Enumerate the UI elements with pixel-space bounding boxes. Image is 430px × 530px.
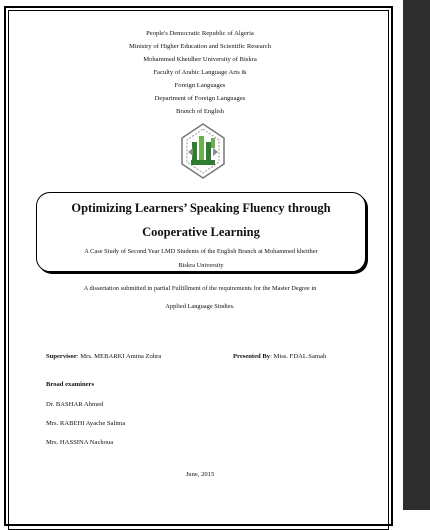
presented-by-name: : Miss. FDAL Samah — [270, 353, 327, 360]
header-line-university: Mohammed Kheidher University of Biskra — [143, 56, 257, 63]
supervisor-line — [46, 353, 161, 360]
thesis-subtitle-line2: Biskra University — [178, 262, 224, 269]
header-line-faculty: Faculty of Arabic Language Arts & — [153, 69, 247, 76]
header-line-faculty-cont: Foreign Languages — [174, 82, 226, 89]
thesis-subtitle-line1: A Case Study of Second Year LMD Students of the English Branch at Mohammed kheither — [84, 248, 318, 255]
examiner-name: Mrs. HASSINA Nachoua — [46, 439, 114, 446]
supervisor-name: : Mrs. MEBARKI Amina Zohra — [76, 353, 162, 360]
examiner-name: Dr. BASHAR Ahmed — [46, 401, 104, 408]
header-line-department: Department of Foreign Languages — [154, 95, 246, 102]
presented-by-label: Presented By — [233, 353, 271, 360]
thesis-title-line1: Optimizing Learners’ Speaking Fluency through — [71, 201, 331, 215]
supervisor-label: Supervisor — [46, 353, 77, 360]
university-emblem-icon — [178, 122, 228, 180]
header-line-country: People's Democratic Republic of Algeria — [146, 30, 254, 37]
dissertation-statement-line1: A dissertation submitted in partial Fulfillment of the requirements for the Master Degree in — [83, 285, 317, 292]
examiner-name: Mrs. RABEHI Ayache Salima — [46, 420, 126, 427]
examiners-heading: Broad examiners — [46, 381, 95, 388]
presented-by-line — [233, 353, 326, 360]
dissertation-statement-line2: Applied Language Studies. — [165, 303, 235, 310]
submission-date: June, 2015 — [185, 471, 215, 478]
header-line-ministry: Ministry of Higher Education and Scientific Research — [128, 43, 272, 50]
viewer-background — [403, 0, 430, 510]
header-line-branch: Branch of English — [176, 108, 224, 115]
thesis-title-line2: Cooperative Learning — [142, 225, 260, 239]
